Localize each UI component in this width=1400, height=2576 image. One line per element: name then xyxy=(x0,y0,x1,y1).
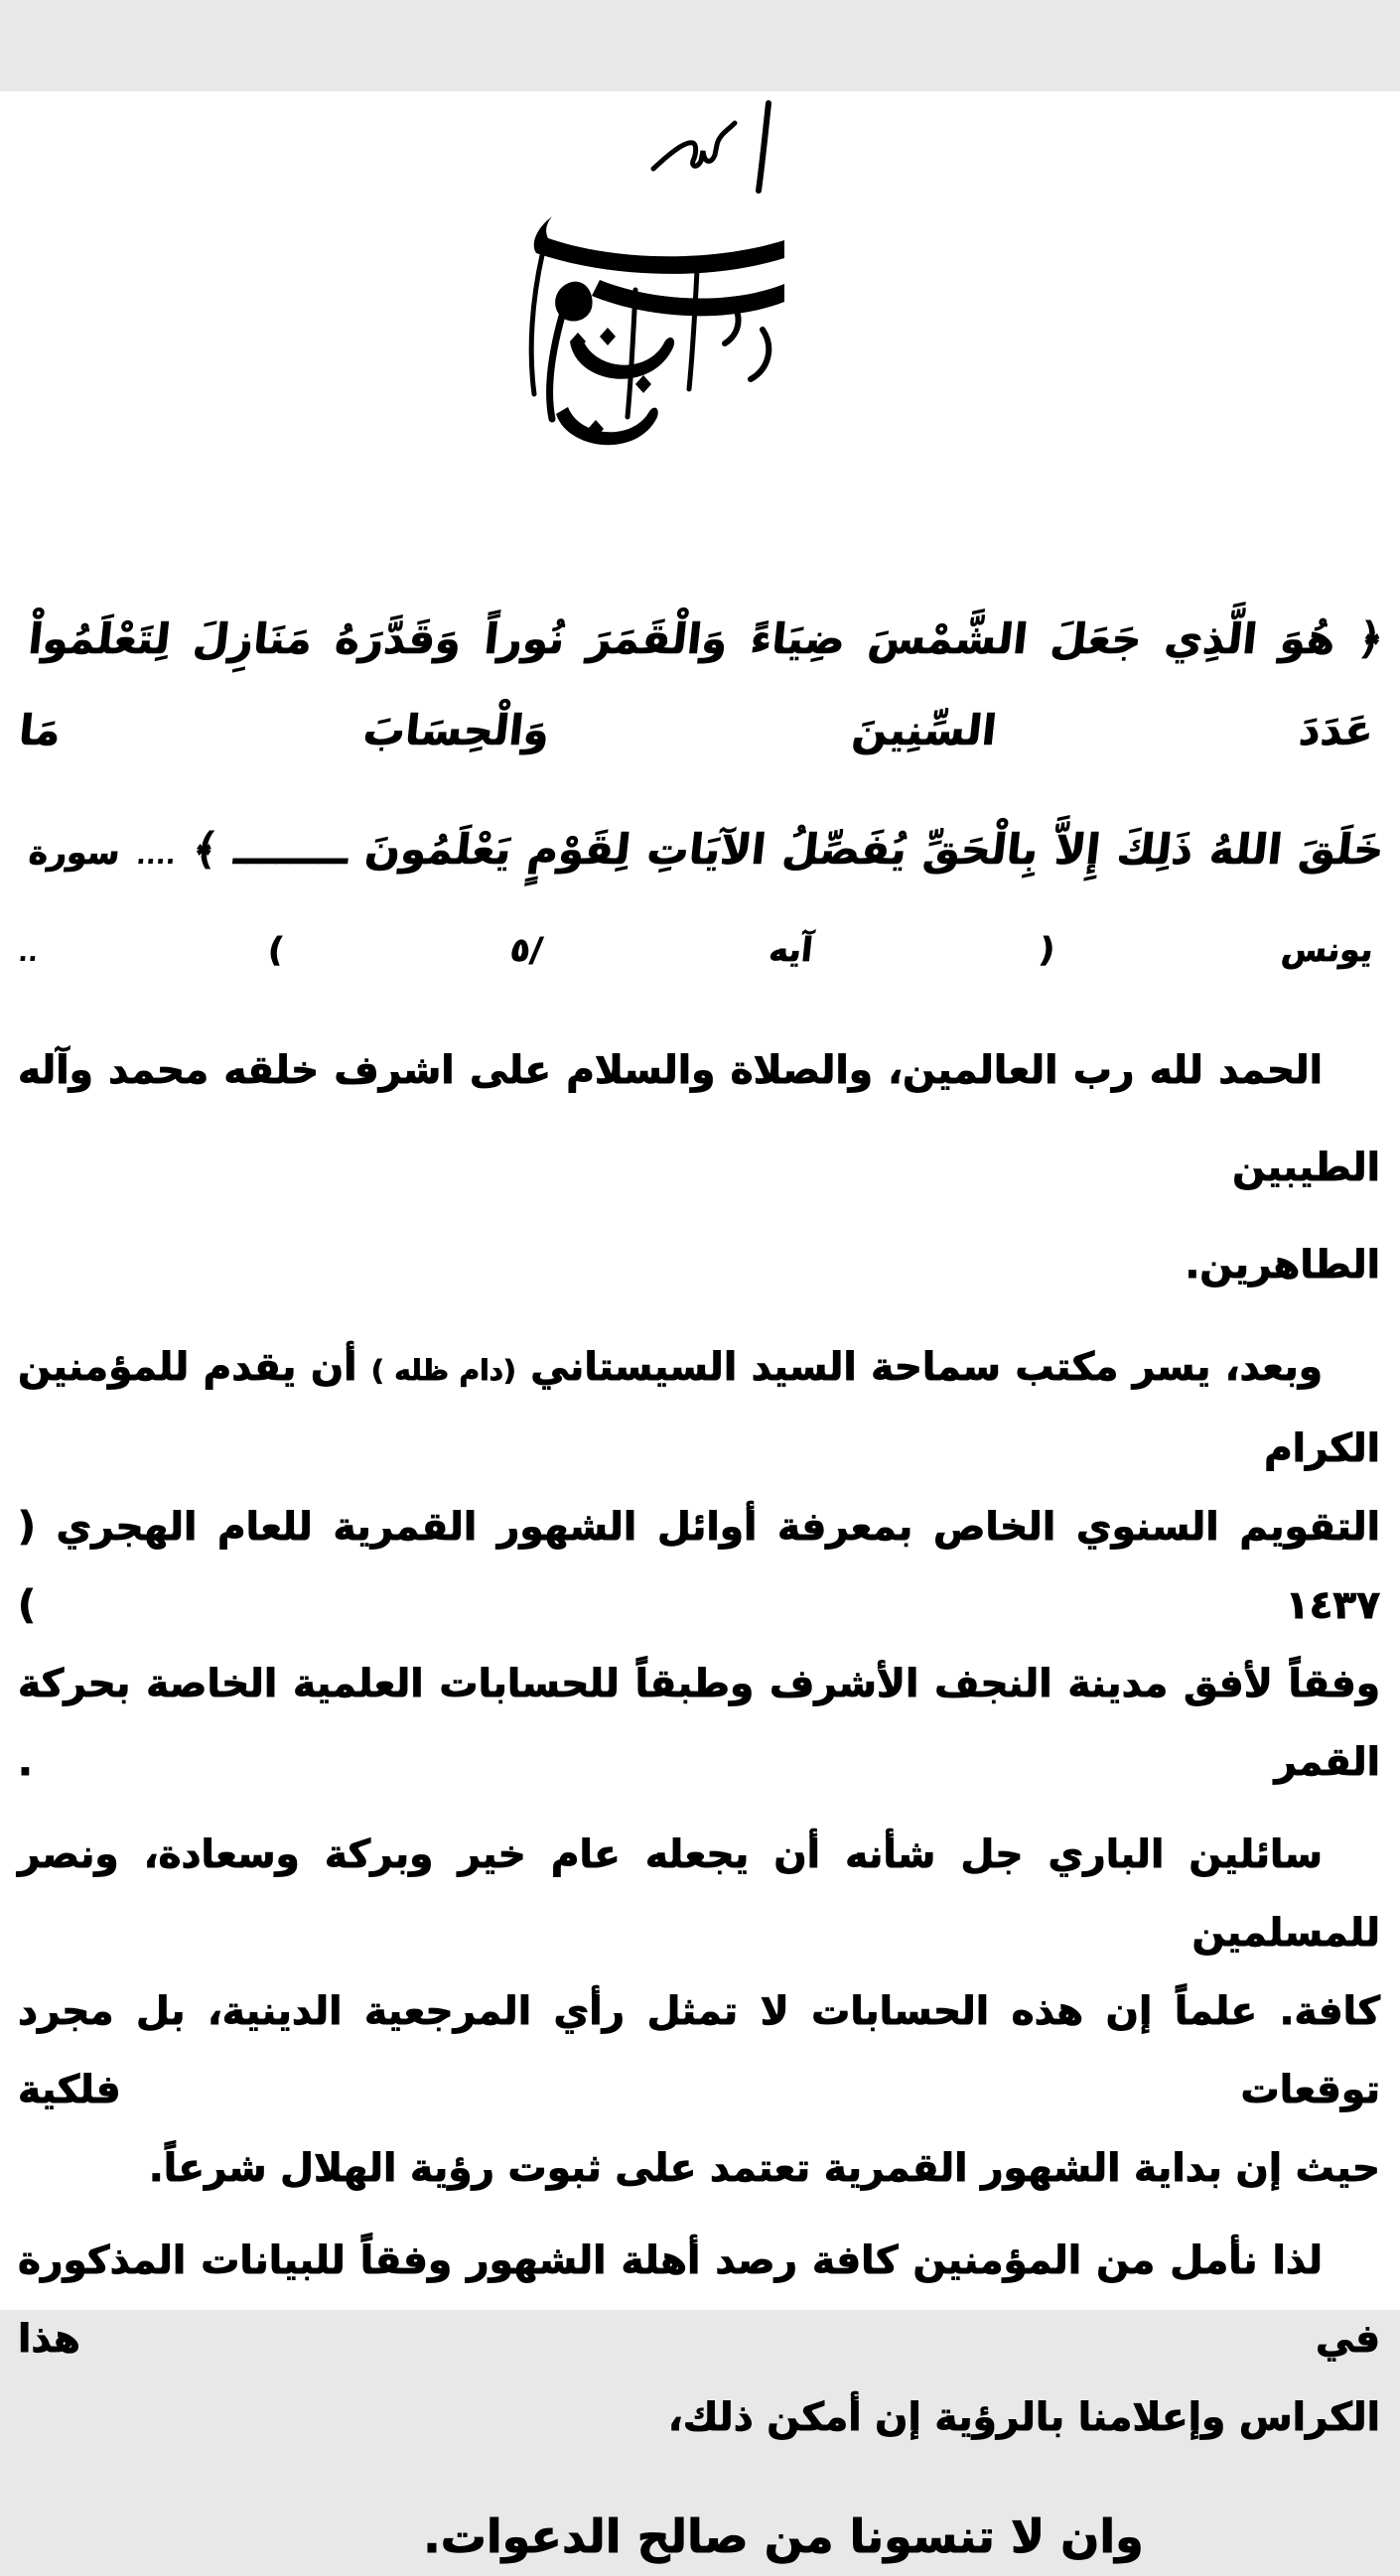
intro-text-before: وبعد، يسر مكتب سماحة السيد السيستاني xyxy=(515,1345,1323,1390)
text-line: الكراس وإعلامنا بالرؤية إن أمكن ذلك، xyxy=(667,2395,1380,2440)
text-line: سائلين الباري جل شأنه أن يجعله عام خير وبركة وسعادة، ونصر للمسلمين xyxy=(18,1832,1380,1956)
text-line xyxy=(18,1328,1380,1488)
honorific: (دام ظله ) xyxy=(370,1354,516,1387)
text-line: لذا نأمل من المؤمنين كافة رصد أهلة الشهور وفقاً للبيانات المذكورة في هذا xyxy=(18,2238,1380,2362)
paragraph-praise xyxy=(18,1022,1380,1314)
verse-line-1-text: هُوَ الَّذِي جَعَلَ الشَّمْسَ ضِيَاءً وَالْقَمَرَ نُوراً وَقَدَّرَهُ مَنَازِلَ لِتَعْلَمُواْ عَدَدَ السِّنِينَ وَالْحِسَابَ مَا xyxy=(16,614,1376,754)
quran-verse xyxy=(0,594,1400,999)
letter-body xyxy=(0,1022,1400,2576)
text-line: الحمد لله رب العالمين، والصلاة والسلام على اشرف خلقه محمد وآله الطيبين xyxy=(18,1048,1380,1190)
bismillah-calligraphy xyxy=(357,91,784,469)
verse-open-bracket: ﴿ xyxy=(1355,614,1386,663)
verse-reference: سورة يونس ( آيه /٥ ) xyxy=(27,833,1375,969)
verse-close-bracket: ﴾ xyxy=(190,825,220,874)
text-line: حيث إن بداية الشهور القمرية تعتمد على ثبوت رؤية الهلال شرعاً. xyxy=(148,2146,1380,2191)
closing-supplication: وان لا تنسونا من صالح الدعوات. xyxy=(423,2509,1144,2563)
intro-text-after: أن يقدم للمؤمنين الكرام xyxy=(18,1345,1380,1471)
text-line: التقويم السنوي الخاص بمعرفة أوائل الشهور القمرية للعام الهجري ( ١٤٣٧ ) xyxy=(18,1505,1380,1628)
document-page xyxy=(0,91,1400,2563)
paragraph-request xyxy=(18,2222,1380,2457)
bismillah-calligraphy-art xyxy=(357,91,784,469)
verse-line-1 xyxy=(14,594,1387,776)
leader-dots: .... xyxy=(134,841,178,871)
text-line: الطاهرين. xyxy=(1185,1243,1380,1288)
paragraph-intro xyxy=(18,1328,1380,1802)
kashida-flourish: ــــــــ xyxy=(231,825,351,874)
verse-line-2-text: خَلَقَ اللهُ ذَلِكَ إِلاَّ بِالْحَقِّ يُفَصِّلُ الآيَاتِ لِقَوْمٍ يَعْلَمُونَ xyxy=(362,825,1387,874)
text-line: وفقاً لأفق مدينة النجف الأشرف وطبقاً للحسابات العلمية الخاصة بحركة القمر . xyxy=(18,1662,1380,1785)
paragraph-prayer-disclaimer xyxy=(18,1816,1380,2208)
text-line: كافة. علماً إن هذه الحسابات لا تمثل رأي المرجعية الدينية، بل مجرد توقعات فلكية xyxy=(18,1989,1380,2112)
trailing-dots: .. xyxy=(16,938,40,968)
verse-line-2 xyxy=(14,804,1389,999)
